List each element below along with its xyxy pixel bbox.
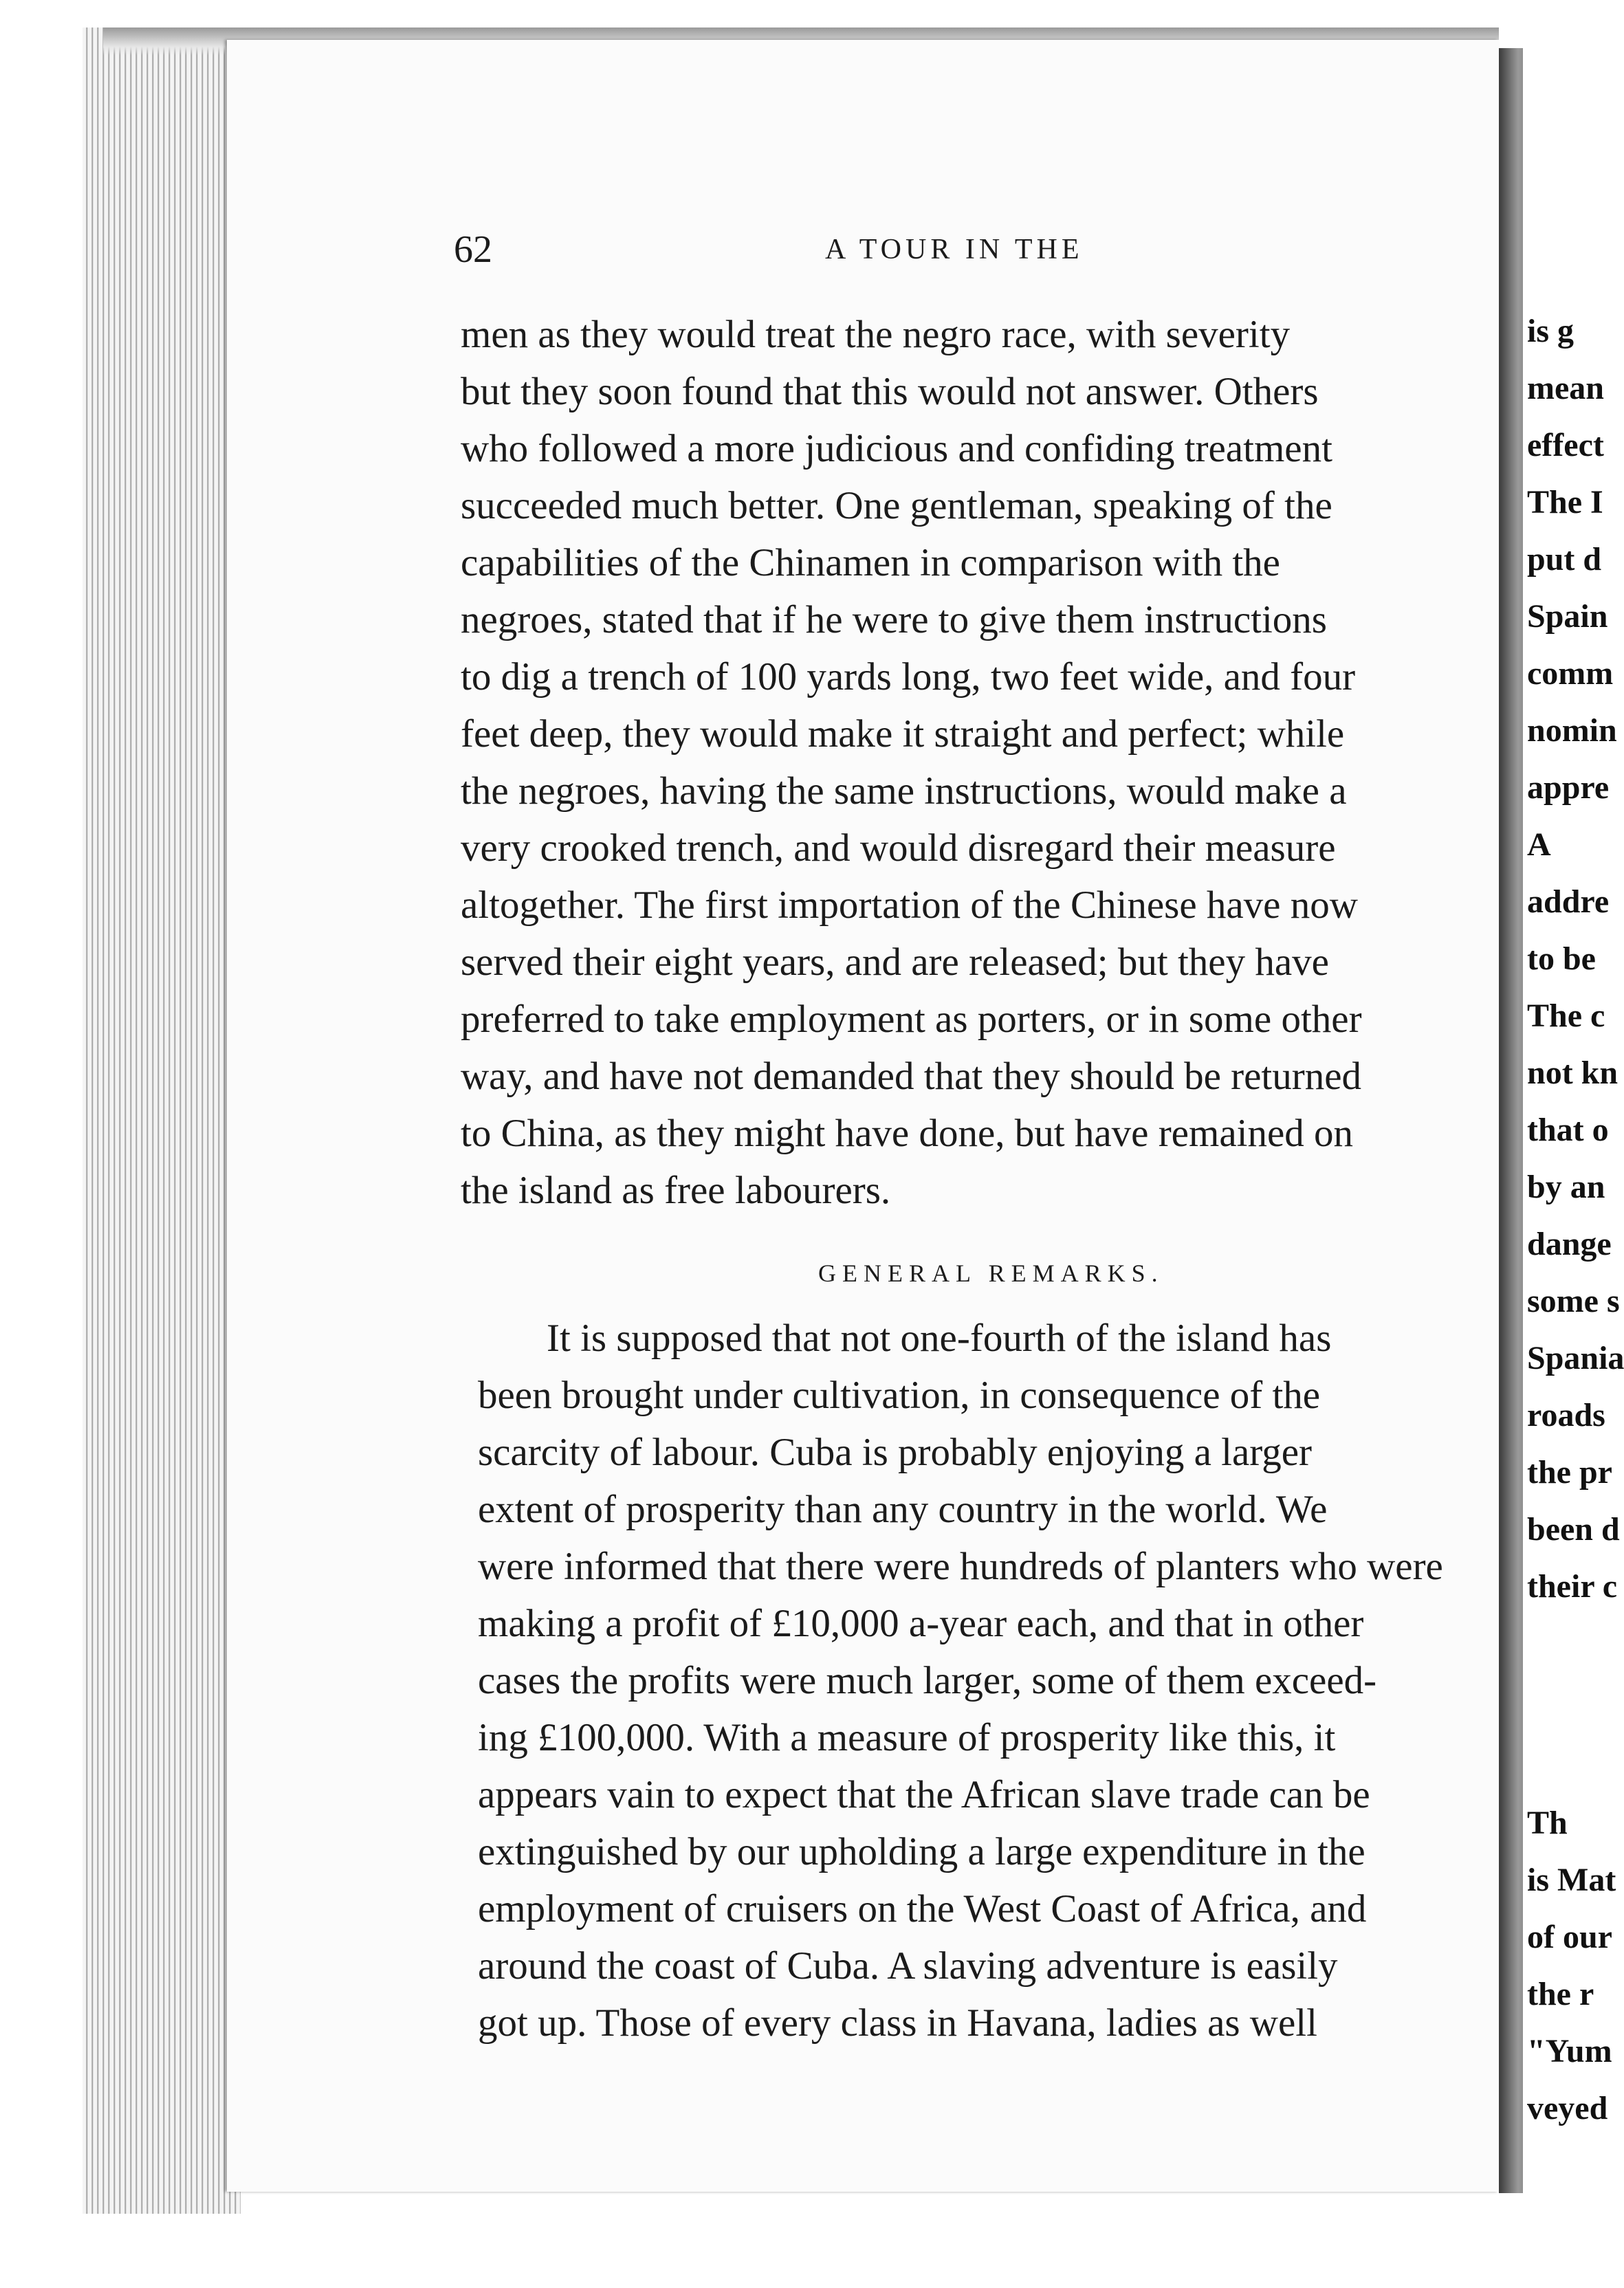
facing-text-bottom: [1523, 1794, 1616, 2137]
text-line: men as they would treat the negro race, with severity: [461, 313, 1291, 356]
section-heading: GENERAL REMARKS.: [818, 1260, 1164, 1287]
facing-fragment: the r: [1527, 1976, 1594, 2012]
text-line: to dig a trench of 100 yards long, two feet wide, and four: [461, 655, 1356, 698]
facing-fragment: roads: [1527, 1397, 1605, 1433]
text-line: been brought under cultivation, in consequence of the: [478, 1374, 1321, 1417]
facing-fragment: Th: [1527, 1805, 1568, 1841]
facing-fragment: is g: [1527, 313, 1574, 349]
facing-fragment: put d: [1527, 541, 1602, 578]
text-line: very crooked trench, and would disregard their measure: [461, 826, 1336, 870]
facing-fragment: comm: [1527, 655, 1614, 692]
facing-fragment: the pr: [1527, 1454, 1612, 1490]
text-line: making a profit of £10,000 a-year each, and that in other: [478, 1602, 1364, 1645]
facing-fragment: The c: [1527, 998, 1605, 1034]
facing-fragment: dange: [1527, 1226, 1612, 1262]
facing-fragment: mean: [1527, 370, 1604, 406]
text-line: who followed a more judicious and confiding treatment: [461, 427, 1332, 470]
text-line: the island as free labourers.: [461, 1169, 891, 1212]
facing-fragment: their c: [1527, 1568, 1618, 1605]
text-block-1: [461, 306, 1506, 1219]
facing-fragment: to be: [1527, 940, 1596, 977]
text-line: feet deep, they would make it straight and perfect; while: [461, 712, 1345, 756]
facing-fragment: nomin: [1527, 712, 1617, 749]
text-line: cases the profits were much larger, some of them exceed-: [478, 1659, 1377, 1702]
running-title: A TOUR IN THE: [825, 234, 1084, 265]
facing-fragment: The I: [1527, 484, 1603, 520]
text-line: extinguished by our upholding a large expenditure in the: [478, 1830, 1365, 1873]
text-line: were informed that there were hundreds of planters who were: [478, 1545, 1443, 1588]
text-line: negroes, stated that if he were to give them instructions: [461, 598, 1327, 641]
facing-fragment: "Yum: [1527, 2033, 1612, 2069]
text-block-2: [478, 1310, 1506, 2052]
facing-fragment: Spania: [1527, 1340, 1624, 1376]
text-line: way, and have not demanded that they should be returned: [461, 1055, 1362, 1098]
text-line: ing £100,000. With a measure of prosperity like this, it: [478, 1716, 1336, 1759]
text-line: It is supposed that not one-fourth of the island has: [547, 1317, 1332, 1360]
text-line: succeeded much better. One gentleman, speaking of the: [461, 484, 1332, 527]
facing-fragment: addre: [1527, 883, 1610, 920]
facing-page: [1523, 48, 1624, 2193]
text-line: scarcity of labour. Cuba is probably enjoying a larger: [478, 1431, 1313, 1474]
facing-fragment: of our: [1527, 1919, 1612, 1955]
facing-fragment: effect: [1527, 427, 1604, 463]
text-line: altogether. The first importation of the Chinese have now: [461, 883, 1358, 927]
facing-fragment: not kn: [1527, 1055, 1618, 1091]
facing-text-top: [1523, 302, 1624, 1615]
text-line: capabilities of the Chinamen in comparison with the: [461, 541, 1280, 584]
text-line: got up. Those of every class in Havana, ladies as well: [478, 2001, 1317, 2045]
text-line: appears vain to expect that the African slave trade can be: [478, 1773, 1370, 1816]
page-number: 62: [454, 228, 492, 271]
facing-fragment: that o: [1527, 1112, 1609, 1148]
page-edges: [83, 28, 241, 2214]
text-line: but they soon found that this would not answer. Others: [461, 370, 1319, 413]
facing-fragment: been d: [1527, 1511, 1620, 1548]
text-line: served their eight years, and are released; but they have: [461, 940, 1329, 984]
text-line: extent of prosperity than any country in the world. We: [478, 1488, 1328, 1531]
facing-fragment: is Mat: [1527, 1862, 1616, 1898]
facing-fragment: some s: [1527, 1283, 1620, 1319]
text-line: around the coast of Cuba. A slaving adventure is easily: [478, 1944, 1338, 1988]
text-line: employment of cruisers on the West Coast of Africa, and: [478, 1887, 1367, 1930]
running-head: [454, 219, 1306, 280]
text-line: the negroes, having the same instructions, would make a: [461, 769, 1347, 813]
text-line: to China, as they might have done, but have remained on: [461, 1112, 1354, 1155]
facing-fragment: Spain: [1527, 598, 1608, 635]
facing-fragment: A: [1527, 826, 1551, 863]
facing-fragment: by an: [1527, 1169, 1605, 1205]
facing-fragment: appre: [1527, 769, 1610, 806]
facing-fragment: veyed: [1527, 2090, 1608, 2126]
text-line: preferred to take employment as porters, or in some other: [461, 998, 1362, 1041]
